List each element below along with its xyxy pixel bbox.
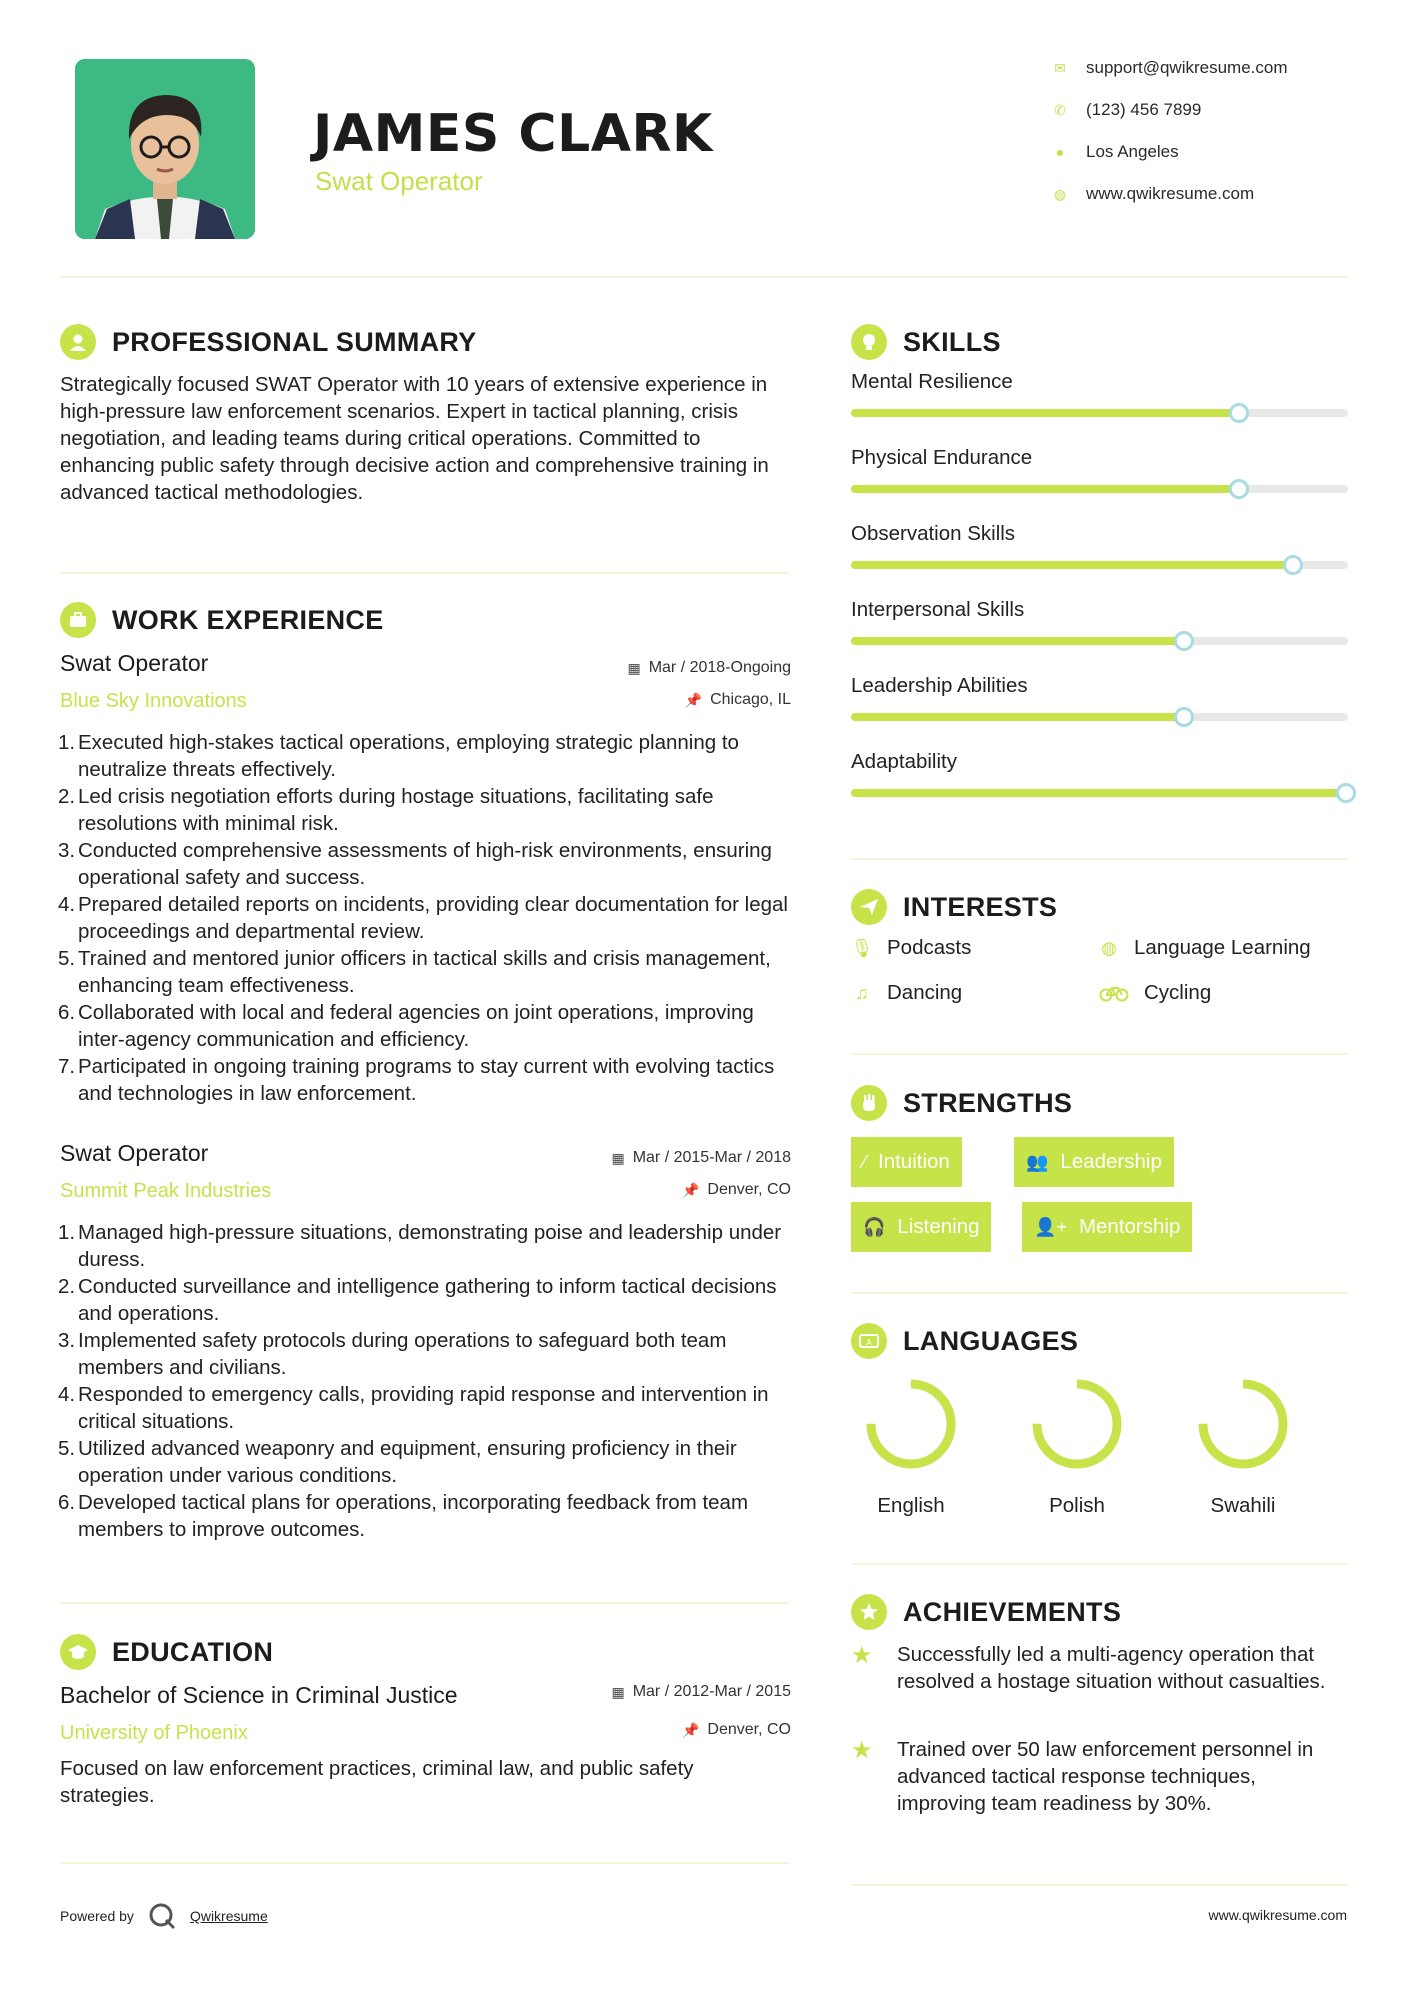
language-ring (863, 1376, 959, 1472)
strength-label: Mentorship (1078, 1215, 1181, 1238)
divider (851, 858, 1348, 860)
language-name: Polish (1049, 1494, 1105, 1517)
skill-name: Adaptability (851, 750, 957, 773)
magic-wand-icon: ⁄ (863, 1151, 867, 1172)
languages-heading (851, 1323, 1078, 1359)
list-number: 7. (58, 1055, 76, 1078)
hand-icon (851, 1085, 887, 1121)
skill-bar-track (851, 409, 1348, 417)
list-number: 3. (58, 1329, 76, 1352)
responsibility-text: Utilized advanced weaponry and equipment, ensuring proficiency in their operation under various conditions. (78, 1437, 737, 1487)
contact-website[interactable] (1052, 184, 1254, 204)
strength-chip (1022, 1202, 1192, 1252)
location-pin-icon: ● (1055, 144, 1065, 160)
language-icon (851, 1323, 887, 1359)
date-text: Mar / 2012-Mar / 2015 (632, 1683, 791, 1700)
pin-icon: 📌 (684, 691, 703, 708)
summary-heading (60, 324, 477, 360)
skill-bar-fill (851, 485, 1239, 493)
trophy-icon (851, 1594, 887, 1630)
skill-item (851, 598, 1348, 645)
job-responsibilities (60, 729, 800, 1107)
responsibility-item (60, 1053, 800, 1107)
skill-level-knob (1229, 479, 1249, 499)
responsibility-text: Developed tactical plans for operations, incorporating feedback from team members to improve outcomes. (78, 1491, 749, 1541)
degree-title: Bachelor of Science in Criminal Justice (60, 1682, 458, 1708)
job-title: Swat Operator (60, 650, 209, 676)
list-number: 1. (58, 731, 76, 754)
divider (851, 1563, 1348, 1565)
section-title: STRENGTHS (903, 1087, 1073, 1118)
strength-label: Intuition (878, 1150, 950, 1173)
interest-item (1098, 981, 1211, 1005)
responsibility-text: Participated in ongoing training programs to stay current with evolving tactics and technologies in law enforcement. (78, 1055, 775, 1105)
responsibility-item (60, 837, 800, 891)
strength-chip (1014, 1137, 1174, 1187)
candidate-name: JAMES CLARK (313, 104, 713, 164)
skill-item (851, 522, 1348, 569)
calendar-icon: ▦ (627, 659, 641, 676)
list-number: 5. (58, 947, 76, 970)
skill-item (851, 674, 1348, 721)
footer-powered-by (60, 1902, 268, 1930)
interest-label: Podcasts (887, 936, 972, 959)
languages-list (841, 1376, 1341, 1526)
responsibility-text: Conducted surveillance and intelligence gathering to inform tactical decisions and operations. (78, 1275, 777, 1325)
job-responsibilities (60, 1219, 800, 1543)
skill-level-knob (1336, 783, 1356, 803)
contact-value: www.qwikresume.com (1086, 184, 1255, 203)
job-location (685, 691, 791, 709)
lightbulb-icon (851, 324, 887, 360)
responsibility-text: Executed high-stakes tactical operations, employing strategic planning to neutralize threats effectively. (78, 731, 739, 781)
strength-chip (851, 1137, 962, 1187)
star-icon: ★ (851, 1737, 873, 1764)
education-description: Focused on law enforcement practices, criminal law, and public safety strategies. (60, 1757, 694, 1807)
responsibility-text: Responded to emergency calls, providing rapid response and intervention in critical situations. (78, 1383, 769, 1433)
job-company: Summit Peak Industries (60, 1180, 272, 1202)
list-number: 4. (58, 1383, 76, 1406)
skill-name: Leadership Abilities (851, 674, 1028, 697)
skill-bar-track (851, 789, 1348, 797)
star-icon: ★ (851, 1642, 873, 1669)
achievement-text: Successfully led a multi-agency operation that resolved a hostage situation without casualties. (897, 1643, 1326, 1693)
responsibility-text: Implemented safety protocols during operations to safeguard both team members and civilians. (78, 1329, 727, 1379)
contact-value: support@qwikresume.com (1086, 58, 1288, 77)
skills-heading (851, 324, 1001, 360)
skill-level-knob (1229, 403, 1249, 423)
pin-icon: 📌 (681, 1181, 700, 1198)
responsibility-item (60, 783, 800, 837)
school-name: University of Phoenix (60, 1722, 248, 1744)
globe-icon: ◍ (1053, 185, 1067, 202)
responsibility-item (60, 1219, 800, 1273)
profile-photo (75, 59, 255, 239)
contact-email[interactable] (1052, 58, 1288, 78)
education-heading (60, 1634, 273, 1670)
divider (851, 1292, 1348, 1294)
skill-bar-track (851, 637, 1348, 645)
skill-bar-fill (851, 561, 1293, 569)
section-title: PROFESSIONAL SUMMARY (112, 326, 477, 357)
list-number: 2. (58, 1275, 76, 1298)
contact-value: Los Angeles (1086, 142, 1179, 161)
divider (60, 1862, 790, 1864)
brand-link[interactable]: Qwikresume (189, 1908, 268, 1924)
interest-item (851, 981, 962, 1005)
responsibility-item (60, 999, 800, 1053)
skill-bar-fill (851, 409, 1239, 417)
achievement-item (851, 1736, 1337, 1817)
responsibility-item (60, 1273, 800, 1327)
skill-name: Mental Resilience (851, 370, 1013, 393)
achievement-text: Trained over 50 law enforcement personnel in advanced tactical response techniques, improving team readiness by 30%. (897, 1738, 1314, 1815)
responsibility-item (60, 1489, 800, 1543)
calendar-icon: ▦ (611, 1149, 625, 1166)
powered-by-text: Powered by (60, 1908, 134, 1924)
headphones-icon: 🎧 (863, 1216, 886, 1237)
calendar-icon: ▦ (611, 1683, 625, 1700)
skill-level-knob (1283, 555, 1303, 575)
section-title: LANGUAGES (903, 1325, 1079, 1356)
users-icon: 👥 (1026, 1151, 1049, 1172)
job-company: Blue Sky Innovations (60, 690, 247, 712)
job-location (682, 1181, 791, 1199)
divider (60, 572, 790, 574)
education-location (682, 1721, 791, 1739)
date-text: Mar / 2018-Ongoing (648, 659, 791, 676)
skill-bar-fill (851, 789, 1348, 797)
briefcase-icon (60, 602, 96, 638)
graduation-icon (60, 1634, 96, 1670)
responsibility-item (60, 729, 800, 783)
job-date (611, 1149, 791, 1167)
music-note-icon: ♫ (855, 982, 869, 1003)
strength-chip (851, 1202, 991, 1252)
language-ring (1195, 1376, 1291, 1472)
language-ring (1029, 1376, 1125, 1472)
interest-label: Cycling (1144, 981, 1212, 1004)
experience-heading (60, 602, 384, 638)
user-plus-icon: 👤+ (1034, 1216, 1067, 1237)
location-text: Denver, CO (707, 1721, 791, 1738)
language-item (1007, 1376, 1147, 1518)
responsibility-item (60, 945, 800, 999)
responsibility-text: Collaborated with local and federal agencies on joint operations, improving inter-agency communication and efficiency. (78, 1001, 754, 1051)
divider (60, 1602, 790, 1604)
header-divider (60, 276, 1348, 278)
location-text: Chicago, IL (710, 691, 791, 708)
language-name: English (877, 1494, 945, 1517)
footer-url[interactable]: www.qwikresume.com (1208, 1907, 1347, 1923)
contact-phone[interactable] (1052, 100, 1201, 120)
strength-label: Listening (897, 1215, 980, 1238)
qwikresume-logo-icon (148, 1902, 176, 1930)
globe-icon: ◍ (1101, 937, 1117, 958)
phone-icon: ✆ (1054, 101, 1066, 118)
skill-bar-track (851, 713, 1348, 721)
skill-item (851, 750, 1348, 797)
language-name: Swahili (1210, 1494, 1276, 1517)
responsibility-item (60, 1381, 800, 1435)
section-title: ACHIEVEMENTS (903, 1596, 1122, 1627)
list-number: 3. (58, 839, 76, 862)
list-number: 1. (58, 1221, 76, 1244)
contact-value: (123) 456 7899 (1086, 100, 1202, 119)
job-title: Swat Operator (60, 1140, 209, 1166)
skill-name: Interpersonal Skills (851, 598, 1025, 621)
skill-bar-fill (851, 713, 1184, 721)
education-date (611, 1683, 791, 1701)
list-number: 2. (58, 785, 76, 808)
list-number: 6. (58, 1491, 76, 1514)
svg-text:A: A (866, 1338, 872, 1347)
skill-bar-fill (851, 637, 1184, 645)
interest-item (851, 936, 971, 960)
skill-level-knob (1174, 707, 1194, 727)
section-title: EDUCATION (112, 1636, 274, 1667)
skill-level-knob (1174, 631, 1194, 651)
list-number: 4. (58, 893, 76, 916)
summary-text: Strategically focused SWAT Operator with 10 years of extensive experience in high-pressure law enforcement scenarios. Expert in tactical planning, crisis negotiation, and leading teams during critical operations. Committed to enhancing public safety through decisive action and comprehensive training in advanced tactical methodologies. (60, 373, 769, 504)
bicycle-icon (1098, 984, 1130, 1002)
user-icon (60, 324, 96, 360)
responsibility-text: Conducted comprehensive assessments of high-risk environments, ensuring operational safety and success. (78, 839, 772, 889)
candidate-role: Swat Operator (315, 166, 483, 196)
list-number: 6. (58, 1001, 76, 1024)
section-title: SKILLS (903, 326, 1001, 357)
language-item (841, 1376, 981, 1518)
contact-location (1052, 142, 1179, 162)
list-number: 5. (58, 1437, 76, 1460)
envelope-icon: ✉ (1054, 59, 1066, 76)
strengths-heading (851, 1085, 1072, 1121)
pin-icon: 📌 (681, 1721, 700, 1738)
responsibility-text: Prepared detailed reports on incidents, providing clear documentation for legal proceedings and departmental review. (78, 893, 788, 943)
achievements-heading (851, 1594, 1121, 1630)
responsibility-item (60, 1435, 800, 1489)
interest-label: Language Learning (1134, 936, 1311, 959)
interests-heading (851, 889, 1057, 925)
divider (851, 1053, 1348, 1055)
avatar-illustration (75, 59, 255, 239)
paper-plane-icon (851, 889, 887, 925)
responsibility-text: Led crisis negotiation efforts during hostage situations, facilitating safe resolutions with minimal risk. (78, 785, 714, 835)
achievement-item (851, 1641, 1337, 1695)
skill-bar-track (851, 485, 1348, 493)
interest-item (1098, 936, 1311, 960)
skill-name: Observation Skills (851, 522, 1016, 545)
divider (851, 1884, 1348, 1886)
section-title: WORK EXPERIENCE (112, 604, 384, 635)
skill-item (851, 446, 1348, 493)
responsibility-item (60, 1327, 800, 1381)
job-date (627, 659, 791, 677)
strength-label: Leadership (1060, 1150, 1162, 1173)
responsibility-text: Managed high-pressure situations, demonstrating poise and leadership under duress. (78, 1221, 782, 1271)
date-text: Mar / 2015-Mar / 2018 (632, 1149, 791, 1166)
location-text: Denver, CO (707, 1181, 791, 1198)
skill-name: Physical Endurance (851, 446, 1033, 469)
language-item (1173, 1376, 1313, 1518)
skill-bar-track (851, 561, 1348, 569)
section-title: INTERESTS (903, 891, 1058, 922)
skill-item (851, 370, 1348, 417)
responsibility-item (60, 891, 800, 945)
responsibility-text: Trained and mentored junior officers in tactical skills and crisis management, enhancing team effectiveness. (78, 947, 771, 997)
interest-label: Dancing (887, 981, 963, 1004)
microphone-icon: 🎙 (850, 937, 874, 958)
